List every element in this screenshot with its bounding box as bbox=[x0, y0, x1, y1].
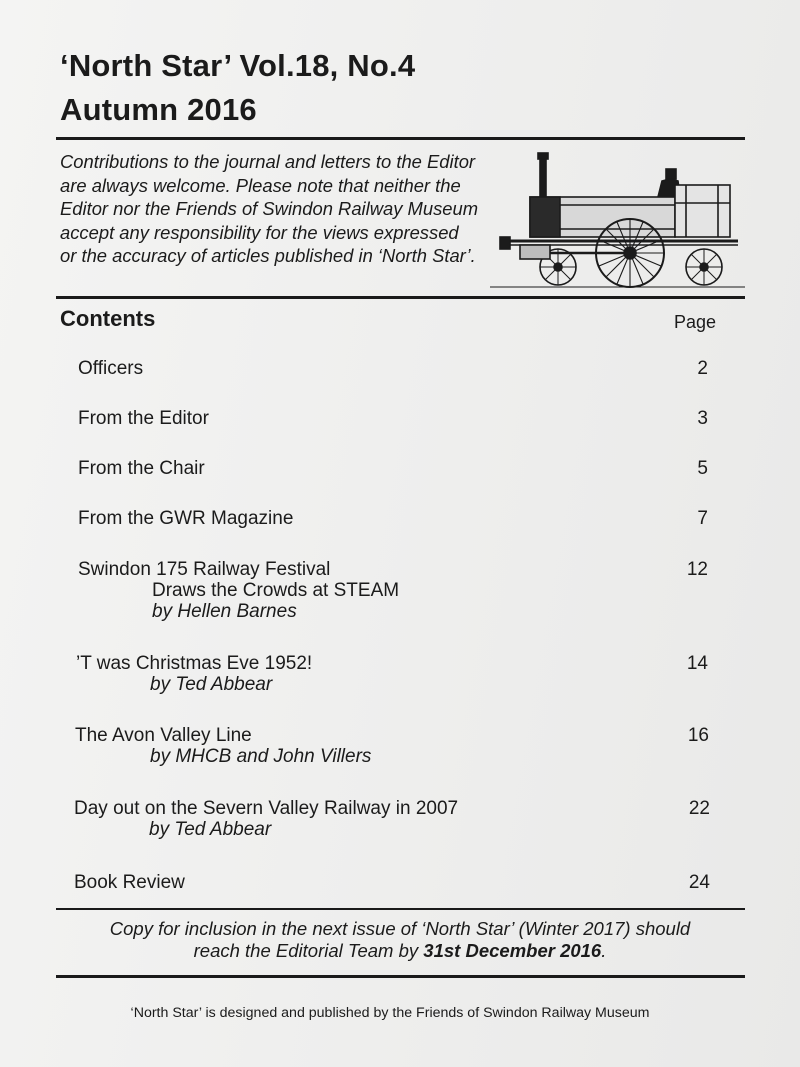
steam-locomotive-icon bbox=[490, 145, 745, 293]
entry-page: 14 bbox=[686, 653, 708, 674]
entry-title: Book Review bbox=[74, 872, 185, 893]
title-line-volume: ‘North Star’ Vol.18, No.4 bbox=[60, 48, 416, 83]
entry-page: 5 bbox=[697, 458, 708, 479]
divider bbox=[56, 296, 745, 299]
title-line-season: Autumn 2016 bbox=[60, 92, 257, 127]
entry-page: 22 bbox=[688, 798, 710, 819]
copy-deadline-date: 31st December 2016 bbox=[423, 940, 602, 961]
entry-author: by Ted Abbear bbox=[149, 819, 272, 840]
entry-title: Officers bbox=[78, 358, 144, 379]
divider bbox=[56, 975, 745, 978]
entry-title-continuation: Draws the Crowds at STEAM bbox=[152, 580, 400, 601]
publisher-footer: ‘North Star’ is designed and published by the Friends of Swindon Railway Museum bbox=[130, 1005, 650, 1021]
divider bbox=[56, 137, 745, 140]
entry-page: 3 bbox=[697, 408, 708, 429]
entry-title: From the Editor bbox=[78, 408, 209, 429]
copy-note-line2-prefix: reach the Editorial Team by bbox=[193, 940, 424, 961]
entry-page: 16 bbox=[687, 725, 709, 746]
entry-author: by Hellen Barnes bbox=[152, 601, 297, 622]
journal-title bbox=[60, 44, 415, 132]
copy-note-line2-suffix: . bbox=[601, 940, 607, 961]
divider bbox=[56, 908, 745, 910]
entry-title: Swindon 175 Railway Festival bbox=[78, 559, 331, 580]
editorial-disclaimer: Contributions to the journal and letters to the Editor are always welcome. Please note that neither the Editor nor the Friends of Swindon Railway Museum accept any responsibility for the views expressed or the accuracy of articles published in ‘North Star’. bbox=[60, 151, 479, 266]
entry-page: 12 bbox=[686, 559, 708, 580]
page-column-heading: Page bbox=[673, 312, 716, 332]
entry-title: From the GWR Magazine bbox=[78, 508, 294, 529]
entry-title: ’T was Christmas Eve 1952! bbox=[76, 653, 313, 674]
contents-heading: Contents bbox=[60, 306, 156, 331]
entry-author: by Ted Abbear bbox=[150, 674, 273, 695]
copy-deadline-note bbox=[60, 918, 740, 962]
entry-page: 24 bbox=[688, 872, 710, 893]
entry-author: by MHCB and John Villers bbox=[150, 746, 372, 767]
entry-title: Day out on the Severn Valley Railway in 2007 bbox=[74, 798, 459, 819]
copy-note-line1: Copy for inclusion in the next issue of ‘North Star’ (Winter 2017) should bbox=[109, 918, 691, 939]
entry-page: 2 bbox=[697, 358, 708, 379]
entry-title: The Avon Valley Line bbox=[75, 725, 252, 746]
entry-page: 7 bbox=[697, 508, 708, 529]
entry-title: From the Chair bbox=[78, 458, 205, 479]
